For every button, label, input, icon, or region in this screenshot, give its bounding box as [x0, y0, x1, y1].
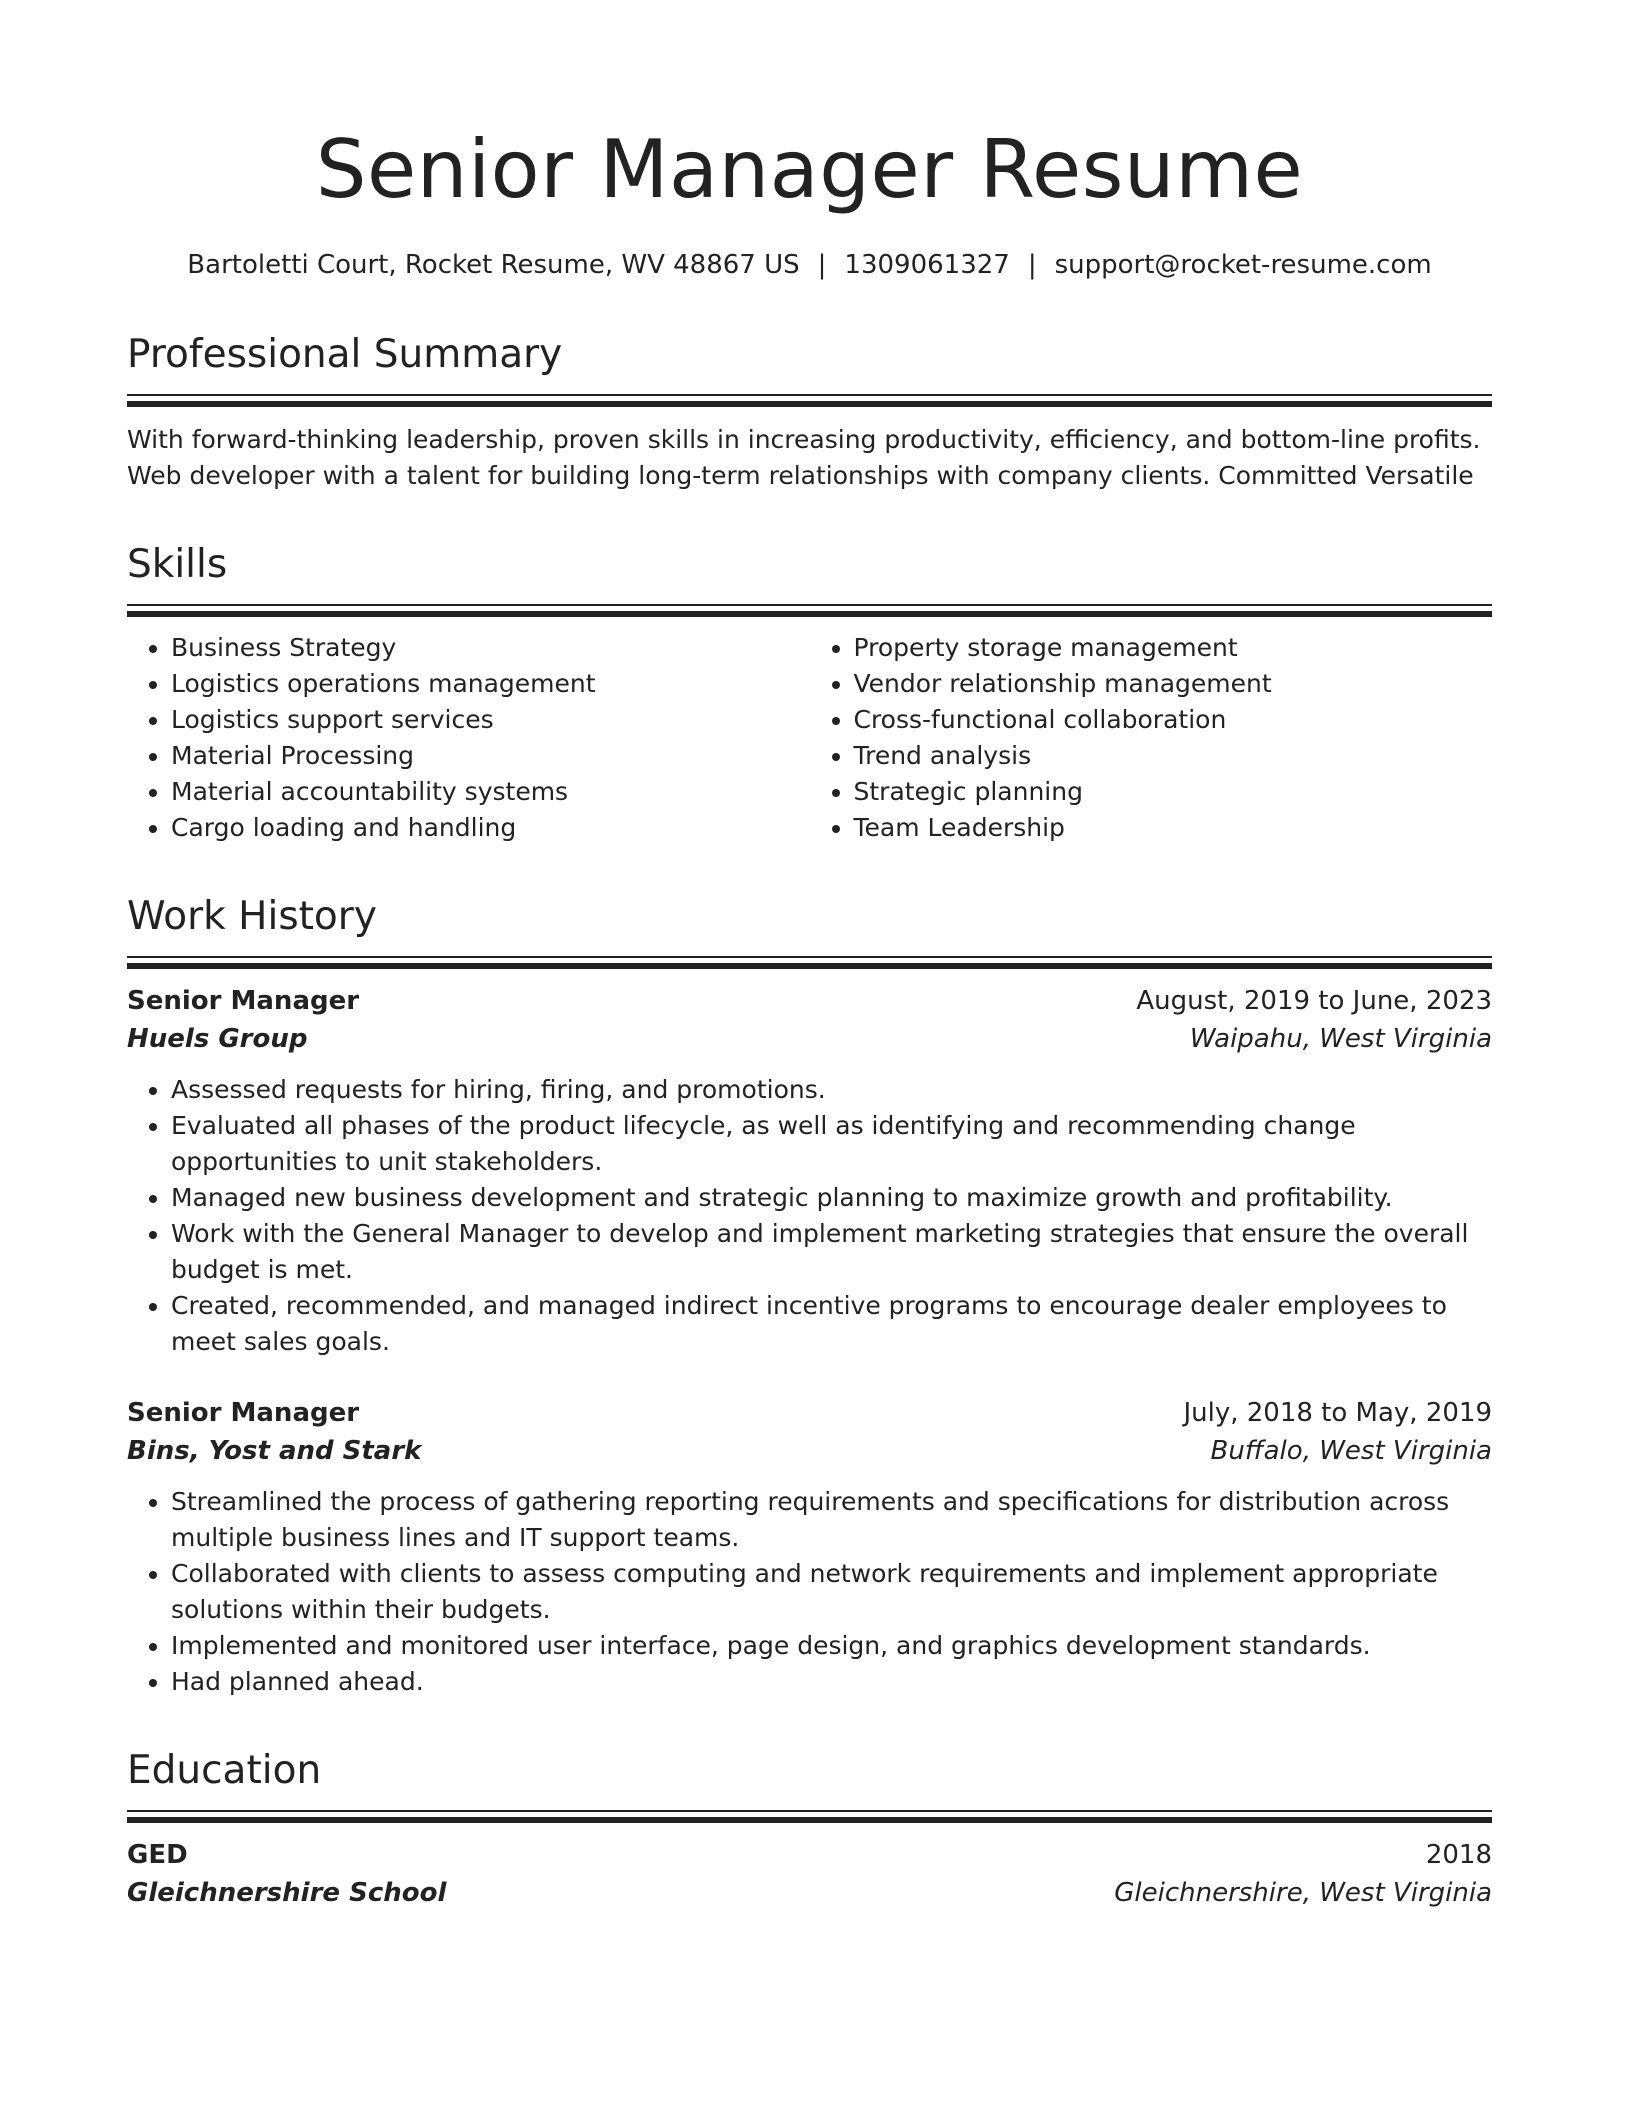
section-heading-skills: Skills	[127, 542, 228, 587]
job-bullet: • Managed new business development and strategic planning to maximize growth and profitability.	[171, 1180, 1492, 1216]
resume-page	[127, 0, 1492, 1912]
contact-address: Bartoletti Court, Rocket Resume, WV 48867 US	[187, 250, 800, 280]
job-dates: August, 2019 to June, 2023	[1136, 986, 1492, 1016]
job-location: Waipahu, West Virginia	[1189, 1024, 1492, 1054]
education-header-row	[127, 1836, 1492, 1874]
job-company: Bins, Yost and Stark	[127, 1436, 422, 1466]
skill-item: • Logistics operations management	[171, 666, 810, 702]
job-bullet: • Collaborated with clients to assess computing and network requirements and implement appropriate solutions within their budgets.	[171, 1556, 1492, 1628]
contact-separator: |	[817, 250, 827, 280]
skills-section	[127, 540, 1492, 846]
job-company-row	[127, 1020, 1492, 1058]
section-heading-work-history: Work History	[127, 894, 377, 939]
education-section	[127, 1746, 1492, 1912]
education-school: Gleichnershire School	[127, 1878, 447, 1908]
skills-columns	[127, 630, 1492, 846]
job-location: Buffalo, West Virginia	[1210, 1436, 1492, 1466]
job-company-row	[127, 1432, 1492, 1470]
skill-item: • Vendor relationship management	[854, 666, 1493, 702]
job-title: Senior Manager	[127, 1398, 360, 1428]
contact-separator: |	[1027, 250, 1037, 280]
skill-item: • Material Processing	[171, 738, 810, 774]
job-bullets	[127, 1484, 1492, 1700]
job-dates: July, 2018 to May, 2019	[1183, 1398, 1492, 1428]
skill-item: • Logistics support services	[171, 702, 810, 738]
job-entry	[127, 982, 1492, 1360]
skill-item: • Cross-functional collaboration	[854, 702, 1493, 738]
job-bullet: • Implemented and monitored user interface, page design, and graphics development standards.	[171, 1628, 1492, 1664]
job-bullet: • Created, recommended, and managed indirect incentive programs to encourage dealer employees to meet sales goals.	[171, 1288, 1492, 1360]
skill-item: • Business Strategy	[171, 630, 810, 666]
section-heading-education: Education	[127, 1748, 322, 1793]
resume-title: Senior Manager Resume	[315, 123, 1304, 216]
skill-item: • Material accountability systems	[171, 774, 810, 810]
skills-list-right	[810, 630, 1493, 846]
job-header-row	[127, 982, 1492, 1020]
contact-phone: 1309061327	[844, 250, 1010, 280]
summary-section	[127, 330, 1492, 494]
skills-list-left	[127, 630, 810, 846]
job-title: Senior Manager	[127, 986, 360, 1016]
job-bullet: • Had planned ahead.	[171, 1664, 1492, 1700]
job-bullet: • Streamlined the process of gathering reporting requirements and specifications for distribution across multiple business lines and IT support teams.	[171, 1484, 1492, 1556]
education-year: 2018	[1425, 1840, 1492, 1870]
job-bullet: • Assessed requests for hiring, firing, and promotions.	[171, 1072, 1492, 1108]
education-school-row	[127, 1874, 1492, 1912]
section-divider	[127, 394, 1492, 406]
section-divider	[127, 604, 1492, 616]
contact-line	[127, 246, 1492, 284]
job-bullet: • Work with the General Manager to develop and implement marketing strategies that ensure the overall budget is met.	[171, 1216, 1492, 1288]
section-heading-summary: Professional Summary	[127, 332, 563, 377]
skill-item: • Cargo loading and handling	[171, 810, 810, 846]
work-history-section	[127, 892, 1492, 1700]
job-header-row	[127, 1394, 1492, 1432]
skill-item: • Trend analysis	[854, 738, 1493, 774]
skill-item: • Team Leadership	[854, 810, 1493, 846]
job-bullet: • Evaluated all phases of the product lifecycle, as well as identifying and recommending change opportunities to unit stakeholders.	[171, 1108, 1492, 1180]
job-bullets	[127, 1072, 1492, 1360]
education-location: Gleichnershire, West Virginia	[1114, 1878, 1492, 1908]
section-divider	[127, 1810, 1492, 1822]
skill-item: • Property storage management	[854, 630, 1493, 666]
contact-email[interactable]: support@rocket-resume.com	[1054, 250, 1432, 280]
job-company: Huels Group	[127, 1024, 308, 1054]
job-entry	[127, 1394, 1492, 1700]
summary-text: With forward-thinking leadership, proven skills in increasing productivity, efficiency, and bottom-line profits. Web developer with a talent for building long-term relationships with company clients. Committed Versatile	[127, 425, 1481, 490]
education-entry	[127, 1836, 1492, 1912]
skill-item: • Strategic planning	[854, 774, 1493, 810]
section-divider	[127, 956, 1492, 968]
education-degree: GED	[127, 1840, 188, 1870]
